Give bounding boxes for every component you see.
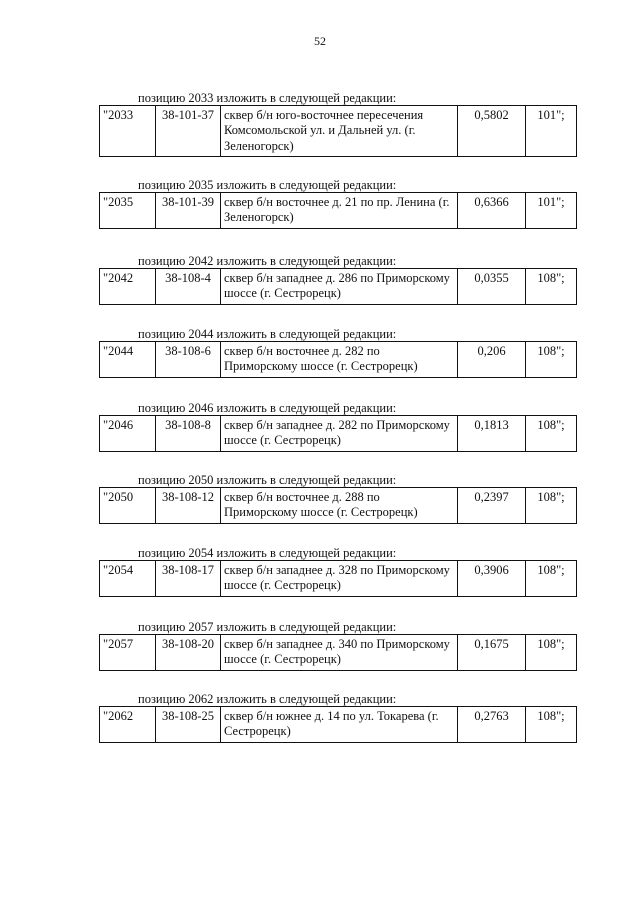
position-cell: "2046 — [100, 416, 156, 452]
description-cell: сквер б/н юго-восточнее пересечения Комсомольской ул. и Дальней ул. (г. Зеленогорск) — [221, 106, 458, 157]
zone-cell: 108"; — [526, 488, 577, 524]
area-cell: 0,2763 — [458, 707, 526, 743]
area-cell: 0,5802 — [458, 106, 526, 157]
code-cell: 38-108-12 — [156, 488, 221, 524]
amendment-table — [99, 192, 577, 229]
code-cell: 38-108-25 — [156, 707, 221, 743]
table-row — [100, 193, 577, 229]
position-cell: "2054 — [100, 561, 156, 597]
code-cell: 38-108-20 — [156, 635, 221, 671]
position-cell: "2042 — [100, 269, 156, 305]
amendment-heading: позицию 2054 изложить в следующей редакции: — [138, 546, 397, 560]
amendment-heading: позицию 2057 изложить в следующей редакции: — [138, 620, 397, 634]
table-row — [100, 342, 577, 378]
amendment-heading: позицию 2033 изложить в следующей редакции: — [138, 91, 397, 105]
table-row — [100, 416, 577, 452]
zone-cell: 108"; — [526, 342, 577, 378]
amendment-table — [99, 268, 577, 305]
description-cell: сквер б/н западнее д. 286 по Приморскому шоссе (г. Сестрорецк) — [221, 269, 458, 305]
table-row — [100, 488, 577, 524]
amendment-table — [99, 706, 577, 743]
zone-cell: 101"; — [526, 106, 577, 157]
description-cell: сквер б/н западнее д. 340 по Приморскому шоссе (г. Сестрорецк) — [221, 635, 458, 671]
description-cell: сквер б/н западнее д. 328 по Приморскому шоссе (г. Сестрорецк) — [221, 561, 458, 597]
table-row — [100, 269, 577, 305]
amendment-table — [99, 487, 577, 524]
description-cell: сквер б/н восточнее д. 282 по Приморскому шоссе (г. Сестрорецк) — [221, 342, 458, 378]
amendment-heading: позицию 2044 изложить в следующей редакции: — [138, 327, 397, 341]
amendment-table — [99, 105, 577, 157]
area-cell: 0,2397 — [458, 488, 526, 524]
zone-cell: 108"; — [526, 635, 577, 671]
code-cell: 38-101-37 — [156, 106, 221, 157]
zone-cell: 101"; — [526, 193, 577, 229]
table-row — [100, 635, 577, 671]
table-row — [100, 561, 577, 597]
amendment-heading: позицию 2062 изложить в следующей редакции: — [138, 692, 397, 706]
table-row — [100, 707, 577, 743]
description-cell: сквер б/н восточнее д. 21 по пр. Ленина (г. Зеленогорск) — [221, 193, 458, 229]
area-cell: 0,206 — [458, 342, 526, 378]
amendment-table — [99, 634, 577, 671]
position-cell: "2035 — [100, 193, 156, 229]
amendment-heading: позицию 2046 изложить в следующей редакции: — [138, 401, 397, 415]
zone-cell: 108"; — [526, 269, 577, 305]
description-cell: сквер б/н восточнее д. 288 по Приморскому шоссе (г. Сестрорецк) — [221, 488, 458, 524]
area-cell: 0,0355 — [458, 269, 526, 305]
code-cell: 38-108-4 — [156, 269, 221, 305]
code-cell: 38-108-17 — [156, 561, 221, 597]
table-row — [100, 106, 577, 157]
amendment-heading: позицию 2042 изложить в следующей редакции: — [138, 254, 397, 268]
zone-cell: 108"; — [526, 416, 577, 452]
code-cell: 38-108-6 — [156, 342, 221, 378]
code-cell: 38-108-8 — [156, 416, 221, 452]
area-cell: 0,1675 — [458, 635, 526, 671]
position-cell: "2062 — [100, 707, 156, 743]
position-cell: "2050 — [100, 488, 156, 524]
description-cell: сквер б/н южнее д. 14 по ул. Токарева (г. Сестрорецк) — [221, 707, 458, 743]
description-cell: сквер б/н западнее д. 282 по Приморскому шоссе (г. Сестрорецк) — [221, 416, 458, 452]
position-cell: "2057 — [100, 635, 156, 671]
position-cell: "2033 — [100, 106, 156, 157]
position-cell: "2044 — [100, 342, 156, 378]
amendment-table — [99, 415, 577, 452]
amendment-table — [99, 341, 577, 378]
area-cell: 0,1813 — [458, 416, 526, 452]
page-number: 52 — [314, 34, 326, 48]
area-cell: 0,3906 — [458, 561, 526, 597]
zone-cell: 108"; — [526, 707, 577, 743]
amendment-heading: позицию 2035 изложить в следующей редакции: — [138, 178, 397, 192]
zone-cell: 108"; — [526, 561, 577, 597]
amendment-table — [99, 560, 577, 597]
area-cell: 0,6366 — [458, 193, 526, 229]
amendment-heading: позицию 2050 изложить в следующей редакции: — [138, 473, 397, 487]
code-cell: 38-101-39 — [156, 193, 221, 229]
